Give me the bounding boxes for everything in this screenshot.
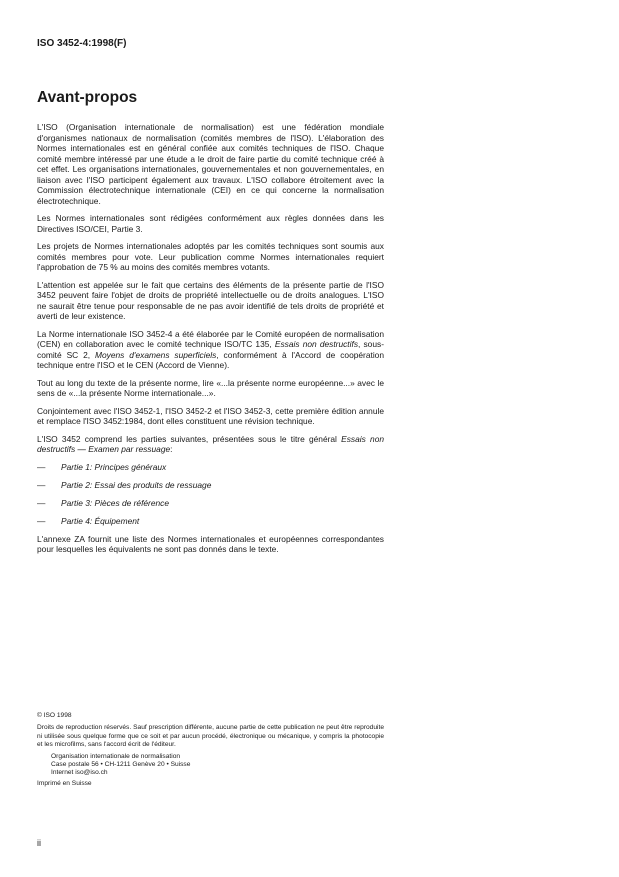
copyright-block <box>37 712 384 788</box>
paragraph-voting: Les projets de Normes internationales adoptés par les comités techniques sont soumis aux comités membres pour vote. Leur publication comme Normes internationales requiert l'approbation de 75 % au moins des comités membres votants. <box>37 241 384 272</box>
page-title: Avant-propos <box>37 89 138 106</box>
internet-address: Internet iso@iso.ch <box>51 769 108 777</box>
committee-title-surface: Moyens d'examens superficiels <box>95 349 217 360</box>
part-label: Partie 3: Pièces de référence <box>61 497 170 508</box>
parts-general-title: Essais non destructifs — Examen par ressuage <box>37 433 385 454</box>
printed-in: Imprimé en Suisse <box>37 779 92 787</box>
document-id-header: ISO 3452-4:1998(F) <box>37 38 127 49</box>
paragraph-iso-intro: L'ISO (Organisation internationale de normalisation) est une fédération mondiale d'organismes nationaux de normalisation (comités membres de l'ISO). L'élaboration des Normes internationales est en général confiée aux comités techniques de l'ISO. Chaque comité membre intéressé par une étude a le droit de faire partie du comité technique créé à cet effet. Les organisations internationales, gouvernementales et non gouvernementales, en liaison avec l'ISO participent également aux travaux. L'ISO collabore étroitement avec la Commission électrotechnique internationale (CEI) en ce qui concerne la normalisation électrotechnique. <box>37 122 384 206</box>
dash-bullet: — <box>37 461 46 472</box>
parts-list <box>37 462 384 527</box>
dash-bullet: — <box>37 515 46 526</box>
dash-bullet: — <box>37 497 46 508</box>
paragraph-patents: L'attention est appelée sur le fait que certains des éléments de la présente partie de l'ISO 3452 peuvent faire l'objet de droits de propriété intellectuelle ou de droits analogues. L'ISO ne saurait être tenue pour responsable de ne pas avoir identifié de tels droits de propriété et averti de leur existence. <box>37 279 384 321</box>
committee-title-ndt: Essais non destructifs <box>274 339 359 349</box>
dash-bullet: — <box>37 479 46 490</box>
page-number: ii <box>37 838 41 848</box>
list-item <box>37 498 384 509</box>
copyright-notice: © ISO 1998 <box>37 712 72 719</box>
list-item <box>37 480 384 491</box>
part-label: Partie 1: Principes généraux <box>61 461 167 472</box>
paragraph-parts-intro <box>37 434 384 455</box>
list-item <box>37 516 384 527</box>
postal-address: Case postale 56 • CH-1211 Genève 20 • Suisse <box>51 761 191 769</box>
list-item <box>37 462 384 473</box>
committee-text-1: La Norme internationale ISO 3452-4 a été élaborée par le Comité européen de normalisation (CEN) en collaboration avec le comité technique ISO/TC 135, <box>37 328 384 349</box>
paragraph-committee <box>37 329 384 371</box>
part-label: Partie 2: Essai des produits de ressuage <box>61 479 212 490</box>
committee-text-3: , conformément à l'Accord de coopération technique entre l'ISO et le CEN (Accord de Vienne). <box>37 349 384 370</box>
reproduction-rights: Droits de reproduction réservés. Sauf prescription différente, aucune partie de cette publication ne peut être reproduite ni utilisée sous quelque forme que ce soit et par aucun procédé, électronique ou mécanique, y compris la photocopie et les microfilms, sans l'accord écrit de l'éditeur. <box>37 724 384 749</box>
organisation-name: Organisation internationale de normalisation <box>51 752 181 760</box>
paragraph-reading-note: Tout au long du texte de la présente norme, lire «...la présente norme européenne...» avec le sens de «...la présente Norme internationale...». <box>37 377 384 398</box>
committee-text-2: , sous-comité SC 2, <box>37 339 384 360</box>
foreword-body <box>37 122 384 562</box>
paragraph-directives: Les Normes internationales sont rédigées conformément aux règles données dans les Directives ISO/CEI, Partie 3. <box>37 213 384 234</box>
parts-intro-colon: : <box>170 444 173 454</box>
paragraph-annex: L'annexe ZA fournit une liste des Normes internationales et européennes correspondantes pour lesquelles les équivalents ne sont pas donnés dans le texte. <box>37 533 384 554</box>
paragraph-edition: Conjointement avec l'ISO 3452-1, l'ISO 3452-2 et l'ISO 3452-3, cette première édition annule et remplace l'ISO 3452:1984, dont elles constituent une révision technique. <box>37 405 384 426</box>
part-label: Partie 4: Équipement <box>61 515 140 526</box>
parts-intro-text: L'ISO 3452 comprend les parties suivantes, présentées sous le titre général <box>37 433 342 444</box>
